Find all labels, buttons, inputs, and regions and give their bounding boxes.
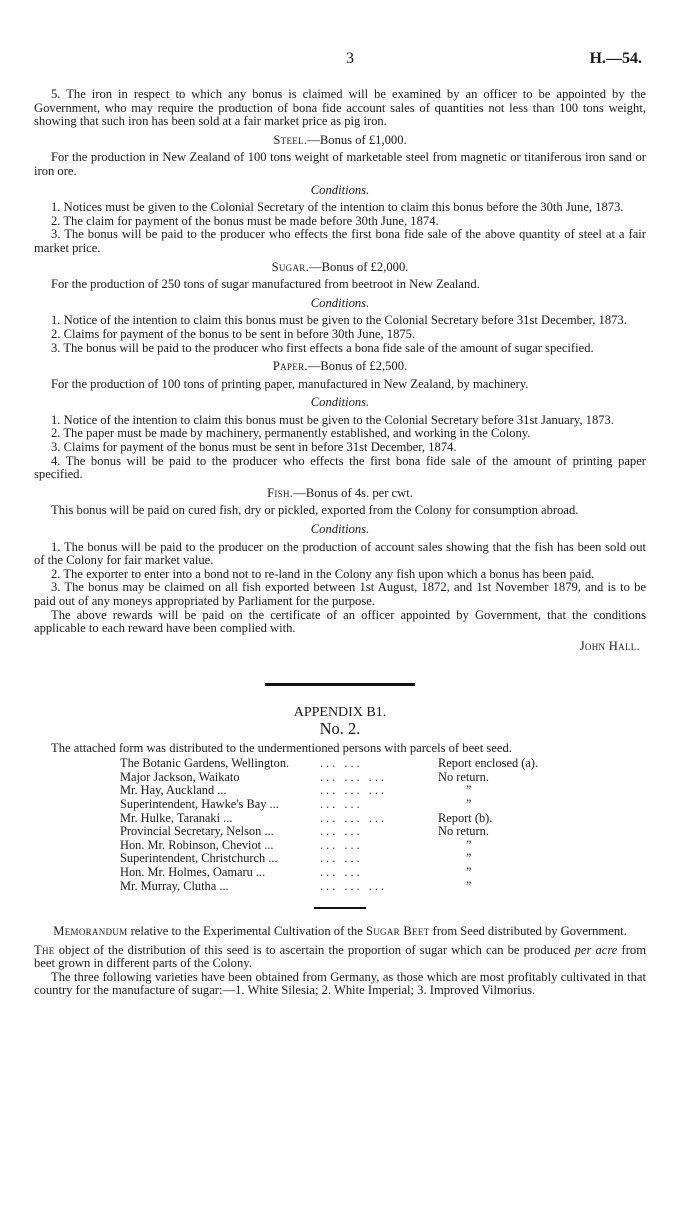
fish-heading-label: Fish.: [267, 485, 294, 500]
memorandum-title: [34, 925, 646, 939]
recipient-status: Report (b).: [438, 810, 493, 825]
leader-dots: ... ... ...: [320, 810, 388, 825]
list-item: [120, 839, 636, 853]
paper-condition-3: 3. Claims for payment of the bonus must be sent in before 31st December, 1874.: [51, 440, 457, 455]
memorandum-label: Memorandum: [53, 924, 128, 939]
steel-condition-1: 1. Notices must be given to the Colonial Secretary of the intention to claim this bonus before the 30th June, 1873.: [51, 200, 624, 215]
recipient-status: ”: [466, 878, 472, 893]
fish-conditions-label: Conditions.: [310, 522, 370, 537]
paper-condition-2: 2. The paper must be made by machinery, permanently established, and working in the Colony.: [51, 426, 531, 441]
sugar-heading-label: Sugar.: [271, 259, 310, 274]
leader-dots: ... ...: [320, 824, 363, 839]
fish-condition-3: 3. The bonus may be claimed on all fish exported between 1st August, 1872, and 1st November 1879, and is to be paid out of any moneys appropriated by Parliament for the purpose.: [34, 580, 646, 608]
appendix-number: No. 2.: [319, 718, 361, 738]
recipient-status: ”: [466, 783, 472, 798]
recipient-name: Mr. Hay, Auckland ...: [120, 783, 227, 798]
appendix-title: APPENDIX B1.: [293, 705, 387, 721]
steel-heading-rest: —Bonus of £1,000.: [307, 132, 407, 147]
paper-condition-4: 4. The bonus will be paid to the producer who effects the first bona fide sale of the amount of printing paper specified.: [34, 453, 646, 482]
memorandum-title-mid: relative to the Experimental Cultivation of the: [127, 924, 366, 939]
memorandum-paragraph-1: [34, 944, 646, 971]
memorandum-lead-word: The: [34, 942, 55, 957]
fish-heading-rest: —Bonus of 4s. per cwt.: [293, 485, 413, 500]
memorandum-paragraph-2: The three following varieties have been obtained from Germany, as those which are most profitably cultivated in that country for the manufacture of sugar:—1. White Silesia; 2. White Imperial; 3. Improved Vilmorius.: [34, 969, 646, 998]
fish-heading: [34, 487, 646, 501]
paper-heading: [34, 360, 646, 374]
steel-heading-label: Steel.: [273, 132, 308, 147]
memorandum-p1-italic: per acre: [574, 942, 618, 957]
list-item: [120, 866, 636, 880]
section-divider-short: [314, 907, 366, 909]
sugar-heading: [34, 261, 646, 275]
fish-condition-1: 1. The bonus will be paid to the producer on the production of account sales showing that the fish has been sold out of the Colony for fair market value.: [34, 539, 646, 568]
iron-paragraph-5: 5. The iron in respect to which any bonus is claimed will be examined by an officer to be appointed by the Government, who may require the production of bona fide account sales of quantities not less than 100 tons weight, showing that such iron has been sold at a fair market price as pig iron.: [34, 87, 646, 129]
sugar-condition-1: 1. Notice of the intention to claim this bonus must be given to the Colonial Secretary before 31st December, 1873.: [51, 313, 627, 328]
steel-condition-3: 3. The bonus will be paid to the producer who effects the first bona fide sale of the above quantity of steel at a fair market price.: [34, 227, 646, 255]
paper-condition-1: 1. Notice of the intention to claim this bonus must be given to the Colonial Secretary before 31st January, 1873.: [51, 412, 614, 427]
sugar-heading-rest: —Bonus of £2,000.: [309, 259, 409, 274]
steel-description: For the production in New Zealand of 100 tons weight of marketable steel from magnetic or titaniferous iron sand or iron ore.: [34, 150, 646, 178]
page-number: 3: [346, 50, 354, 67]
list-item: [120, 771, 636, 785]
recipient-name: Mr. Murray, Clutha ...: [120, 878, 229, 893]
leader-dots: ... ... ...: [320, 783, 388, 798]
distribution-list: [120, 757, 636, 893]
signature: John Hall.: [579, 638, 640, 653]
document-code: H.—54.: [589, 50, 642, 67]
recipient-name: Hon. Mr. Holmes, Oamaru ...: [120, 864, 266, 879]
recipient-name: Superintendent, Hawke's Bay ...: [120, 796, 279, 811]
list-item: [120, 757, 636, 771]
memorandum-title-end: from Seed distributed by Government.: [429, 924, 627, 939]
list-item: [120, 825, 636, 839]
paper-conditions-label: Conditions.: [310, 395, 370, 410]
recipient-name: The Botanic Gardens, Wellington.: [120, 756, 290, 771]
list-item: [120, 812, 636, 826]
recipient-status: ”: [466, 796, 472, 811]
recipient-status: ”: [466, 837, 472, 852]
document-body: [34, 88, 646, 998]
recipient-status: No return.: [438, 824, 489, 839]
sugar-condition-3: 3. The bonus will be paid to the producer who first effects a bona fide sale of the amount of sugar specified.: [51, 340, 594, 355]
leader-dots: ... ...: [320, 796, 363, 811]
recipient-status: No return.: [438, 769, 489, 784]
recipient-status: ”: [466, 851, 472, 866]
recipient-status: Report enclosed (a).: [438, 756, 539, 771]
recipient-name: Superintendent, Christchurch ...: [120, 851, 278, 866]
section-divider: [265, 683, 415, 686]
steel-conditions-label: Conditions.: [310, 182, 370, 197]
recipient-name: Mr. Hulke, Taranaki ...: [120, 810, 233, 825]
sugar-conditions-label: Conditions.: [310, 295, 370, 310]
leader-dots: ... ...: [320, 864, 363, 879]
sugar-description: For the production of 250 tons of sugar manufactured from beetroot in New Zealand.: [51, 277, 480, 292]
steel-heading: [34, 134, 646, 148]
list-item: [120, 784, 636, 798]
leader-dots: ... ...: [320, 837, 363, 852]
memorandum-p1-a: object of the distribution of this seed is to ascertain the proportion of sugar which can be produced: [54, 942, 575, 957]
list-item: [120, 880, 636, 894]
leader-dots: ... ...: [320, 851, 363, 866]
memorandum-p1-b: from beet grown in different parts of the Colony.: [34, 942, 646, 971]
leader-dots: ... ...: [320, 756, 363, 771]
paper-description: For the production of 100 tons of printing paper, manufactured in New Zealand, by machinery.: [51, 376, 529, 391]
recipient-name: Major Jackson, Waikato: [120, 769, 240, 784]
leader-dots: ... ... ...: [320, 769, 388, 784]
list-item: [120, 798, 636, 812]
sugar-condition-2: 2. Claims for payment of the bonus to be sent in before 30th June, 1875.: [51, 326, 416, 341]
list-item: [120, 852, 636, 866]
recipient-name: Provincial Secretary, Nelson ...: [120, 824, 274, 839]
paper-heading-rest: —Bonus of £2,500.: [307, 359, 408, 374]
steel-condition-2: 2. The claim for payment of the bonus must be made before 30th June, 1874.: [51, 213, 439, 228]
paper-heading-label: Paper.: [272, 359, 308, 374]
fish-closing: The above rewards will be paid on the certificate of an officer appointed by Government, that the conditions applicable to each reward have been complied with.: [34, 607, 646, 636]
appendix-intro: The attached form was distributed to the undermentioned persons with parcels of beet seed.: [51, 740, 512, 755]
recipient-name: Hon. Mr. Robinson, Cheviot ...: [120, 837, 274, 852]
recipient-status: ”: [466, 864, 472, 879]
memorandum-title-subject: Sugar Beet: [365, 924, 430, 939]
fish-description: This bonus will be paid on cured fish, dry or pickled, exported from the Colony for consumption abroad.: [51, 503, 579, 518]
fish-condition-2: 2. The exporter to enter into a bond not to re-land in the Colony any fish upon which a bonus has been paid.: [51, 566, 595, 581]
leader-dots: ... ... ...: [320, 878, 388, 893]
